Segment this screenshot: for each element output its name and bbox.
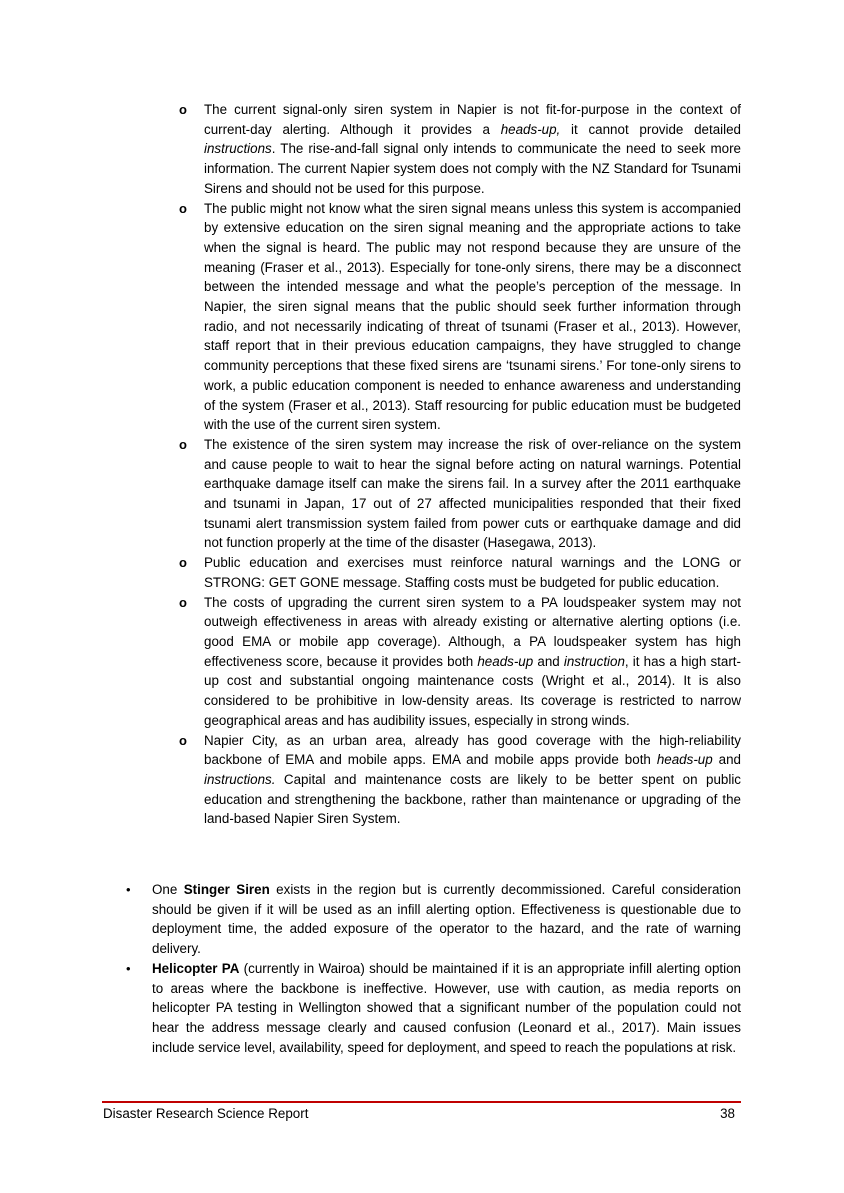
bullet-marker: •	[126, 960, 131, 976]
sub-bullet-list	[175, 100, 741, 829]
bullet-marker: o	[179, 102, 187, 117]
paragraph-text	[204, 437, 741, 551]
text-run: Napier City, as an urban area, already has good coverage with the high-reliability backbone of EMA and mobile apps. EMA and mobile apps provide both	[204, 732, 741, 768]
paragraph-text	[204, 733, 741, 827]
text-run: The costs of upgrading the current siren system to a PA loudspeaker system may not outweigh effectiveness in areas with already existing or alternative alerting options (i.e. good EMA or mobile app coverage). Although, a PA loudspeaker system has high effectiveness score, because it provides both	[204, 594, 741, 669]
text-run: One	[152, 882, 184, 897]
text-run: Public education and exercises must reinforce natural warnings and the LONG or STRONG: GET GONE message. Staffing costs must be budgeted for public education.	[204, 555, 741, 590]
paragraph-text	[204, 555, 741, 590]
page-number: 38	[720, 1106, 735, 1121]
italic-text: instructions.	[204, 771, 276, 787]
bullet-marker: o	[179, 594, 187, 610]
paragraph-text	[204, 201, 741, 433]
footer-rule	[102, 1101, 741, 1103]
main-list-item	[120, 880, 741, 959]
footer-title: Disaster Research Science Report	[103, 1106, 309, 1121]
italic-text: instruction	[563, 653, 625, 669]
text-run: The public might not know what the siren signal means unless this system is accompanied by extensive education on the siren signal meaning and the appropriate actions to take when the signal is heard. The public may not respond because they are unsure of the meaning (Fraser et al., 2013). Especially for tone-only sirens, there may be a disconnect between the intended message and what the people’s perception of the message. In Napier, the siren signal means that the public should seek further information through radio, and not necessarily indicating of threat of tsunami (Fraser et al., 2013). However, staff report that in their previous education campaigns, they have struggled to change community perceptions that these fixed sirens are ‘tsunami sirens.’ For tone-only sirens to work, a public education component is needed to enhance awareness and understanding of the system (Fraser et al., 2013). Staff resourcing for public education must be budgeted with the use of the current siren system.	[204, 200, 741, 433]
paragraph-text	[152, 882, 741, 956]
sub-list-item	[175, 435, 741, 553]
text-run: and	[533, 653, 564, 669]
text-run: . The rise-and-fall signal only intends to communicate the need to seek more information. The current Napier system does not comply with the NZ Standard for Tsunami Sirens and should not be used for this purpose.	[204, 141, 741, 196]
bullet-marker: o	[179, 732, 187, 748]
text-run: Capital and maintenance costs are likely to be better spent on public education and strengthening the backbone, rather than maintenance or upgrading of the land-based Napier Siren System.	[204, 771, 741, 827]
bullet-marker: •	[126, 882, 131, 897]
sub-list-item	[175, 100, 741, 199]
italic-text: heads-up	[656, 752, 713, 768]
bullet-marker: o	[179, 436, 187, 452]
paragraph-text	[204, 595, 741, 728]
main-bullet-list	[120, 880, 741, 1057]
italic-text: heads-up	[477, 653, 534, 669]
text-run: , it has a high start-up cost and substantial ongoing maintenance costs (Wright et al., 2014). It is also considered to be prohibitive in low-density areas. Its coverage is restricted to narrow geographical areas and has audibility issues, especially in strong winds.	[204, 653, 741, 728]
paragraph-text	[204, 102, 741, 196]
paragraph-text	[152, 961, 741, 1055]
sub-list-item	[175, 731, 741, 830]
italic-text: heads-up,	[500, 121, 561, 137]
text-run: exists in the region but is currently decommissioned. Careful consideration should be given if it will be used as an infill alerting option. Effectiveness is questionable due to deployment time, the added exposure of the operator to the hazard, and the rate of warning delivery.	[152, 882, 742, 957]
italic-text: instructions	[204, 141, 272, 157]
bullet-marker: o	[179, 555, 187, 571]
sub-list-item	[175, 199, 741, 435]
sub-list-item	[175, 593, 741, 731]
bold-text: Stinger Siren	[183, 882, 270, 897]
bullet-marker: o	[179, 200, 187, 216]
text-run: and	[712, 752, 742, 768]
text-run: (currently in Wairoa) should be maintained if it is an appropriate infill alerting option to areas where the backbone is ineffective. However, use with caution, as media reports on helicopter PA testing in Wellington showed that a significant number of the population could not hear the address message clearly and caused confusion (Leonard et al., 2017). Main issues include service level, availability, speed for deployment, and speed to reach the populations at risk.	[152, 960, 741, 1055]
text-run: The existence of the siren system may increase the risk of over-reliance on the system and cause people to wait to hear the signal before acting on natural warnings. Potential earthquake damage itself can make the sirens fail. In a survey after the 2011 earthquake and tsunami in Japan, 17 out of 27 affected municipalities responded that their fixed tsunami alert transmission system failed from power cuts or earthquake damage and did not function properly at the time of the disaster (Hasegawa, 2013).	[204, 436, 741, 551]
sub-list-item	[175, 553, 741, 592]
bold-text: Helicopter PA	[152, 960, 240, 976]
text-run: it cannot provide detailed	[560, 121, 741, 137]
main-list-item	[120, 959, 741, 1058]
text-run: The current signal-only siren system in Napier is not fit-for-purpose in the context of current-day alerting. Although it provides a	[204, 102, 741, 137]
